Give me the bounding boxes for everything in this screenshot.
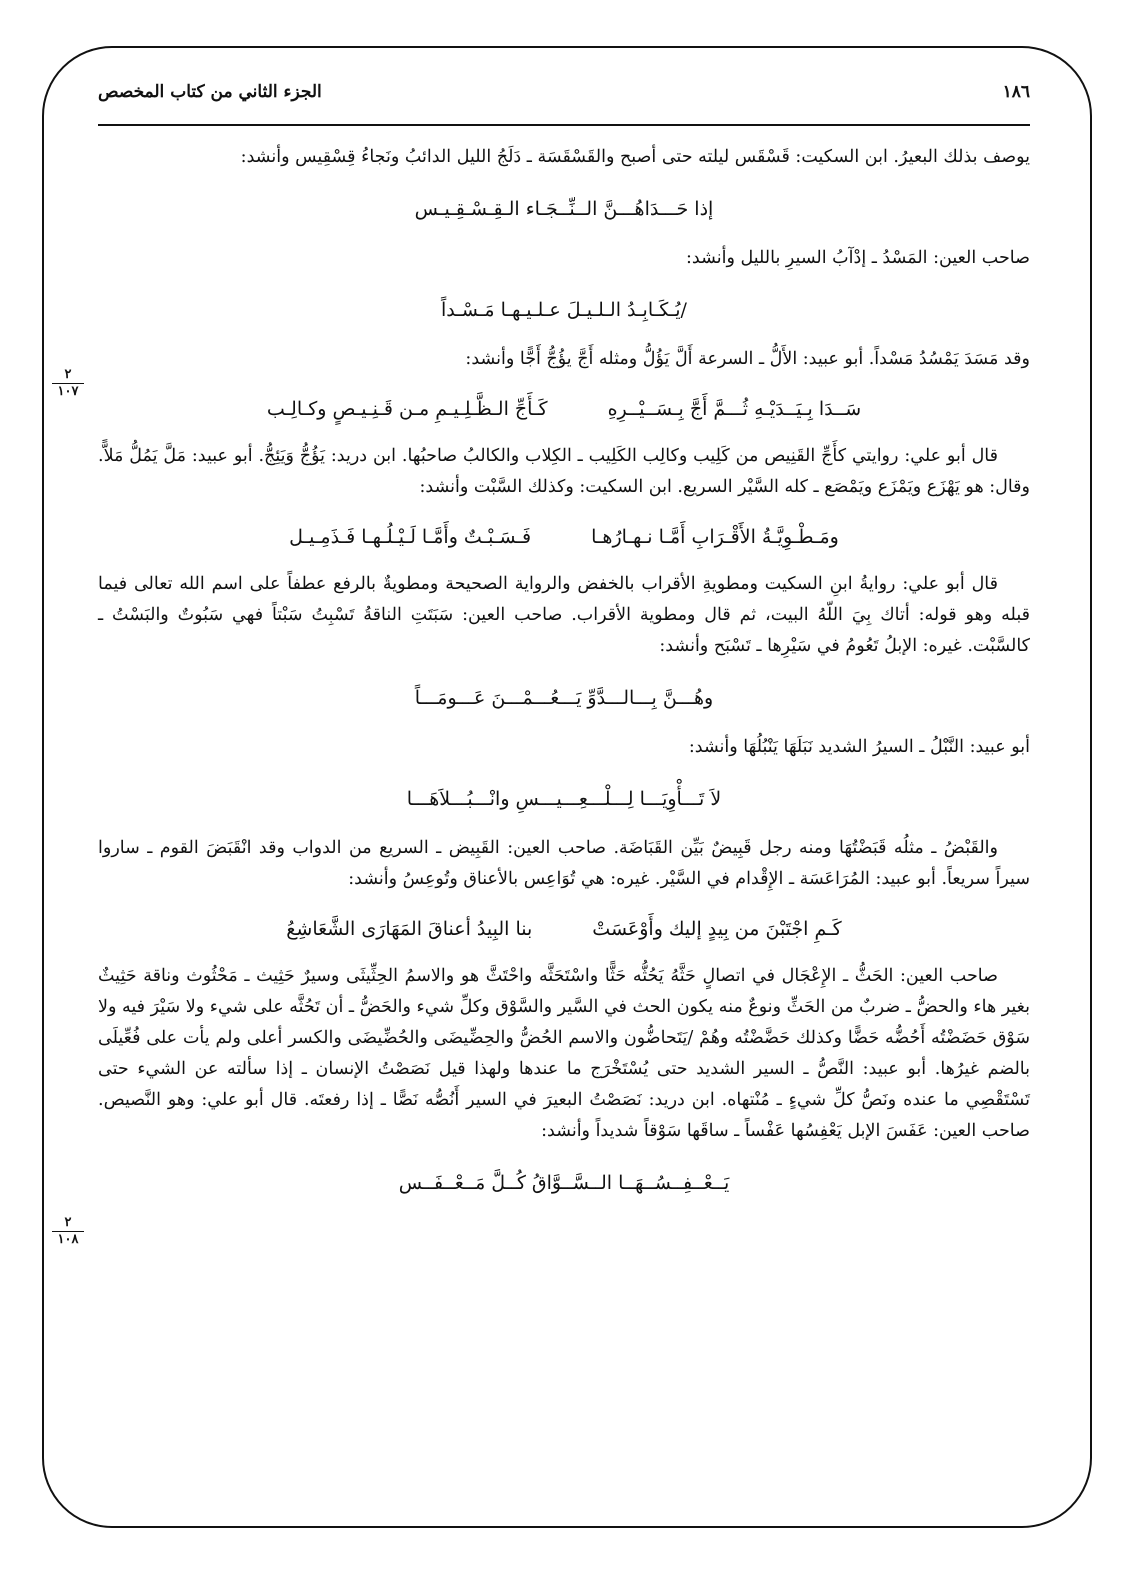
verse-line: إذا حَـــدَاهُـــنَّ الــنِّــجَـاء الـقِـسْـقِـيـس [414, 198, 714, 220]
page-header [98, 82, 1030, 118]
margin-ref-denominator: ١٠٨ [57, 1232, 79, 1247]
paragraph: أبو عبيد: النَّبْلُ ـ السيرُ الشديد نَبَلَهَا يَنْبُلُهَا وأنشد: [688, 737, 1030, 757]
verse-first-hemistich: ومَـطْـوِيَّـةُ الأَقْـرَابِ أَمَّـا نـهـارُهـا [591, 526, 839, 548]
paragraph: صاحب العين: المَسْدُ ـ إدْآبُ السيرِ بالليل وأنشد: [686, 248, 1030, 268]
margin-reference-1 [52, 368, 84, 399]
verse-couplet [98, 395, 1030, 423]
verse-first-hemistich: سَــدَا بِـيَــدَيْـهِ ثُـــمَّ أَجَّ بِـسَــيْــرِهِ [607, 398, 862, 420]
header-rule [98, 124, 1030, 126]
paragraph: وقد مَسَدَ يَمْسُدُ مَسْداً. أبو عبيد: الأَلُّ ـ السرعة أَلَّ يَؤُلُّ ومثله أَجَّ يؤُجُّ أَجًّا وأنشد: [465, 349, 1030, 369]
verse-line: /يُـكَـابِـدُ الـلـيـلَ عـلـيـهـا مَـسْـداً [441, 299, 687, 321]
paragraph: يوصف بذلك البعيرُ. ابن السكيت: قَسْقَس ليلته حتى أصبح والقَسْقَسَة ـ دَلَجُ الليل الدائبُ ونَجاءُ قِسْقِيس وأنشد: [240, 147, 1030, 167]
margin-ref-denominator: ١٠٧ [57, 384, 79, 399]
margin-ref-numerator: ٢ [52, 368, 84, 384]
verse-second-hemistich: بنا البِيدُ أعناقَ المَهَارَى الشَّعَاشِعُ [286, 918, 533, 940]
verse-couplet [98, 915, 1030, 943]
margin-reference-2 [52, 1216, 84, 1247]
running-title: الجزء الثاني من كتاب المخصص [98, 82, 322, 102]
verse-line: يَــعْــفِــسُــهَــا الــسَّــوَّاقُ كُــلَّ مَــعْــفَــس [398, 1172, 730, 1194]
verse-second-hemistich: فَـسَـبْـتٌ وأَمَّـا لَـيْـلُـهـا فَـذَمِـيـل [289, 526, 532, 548]
verse-second-hemistich: كَـأَجِّ الـظَّـلِـيـمِ مـن قَـنِـيـصٍ وكـالِـب [266, 398, 548, 420]
verse-line: وهُـــنَّ بِـــالـــدَّوِّ يَـــعُـــمْـــنَ عَـــومَـــاً [414, 687, 714, 709]
verse-couplet [98, 523, 1030, 551]
paragraph: قال أبو علي: روايةُ ابنِ السكيت ومطويةِ الأقراب بالخفض والرواية الصحيحة ومطويةٌ بالرفع عطفاً على اسم الله تعالى فيما قبله وهو قوله: أتاك بِيَ اللّهُ البيت، ثم قال ومطوية الأقراب. صاحب العين: سَبَتَتِ الناقةُ تَسْبِتُ سَبْتاً فهي سَبُوتٌ والبَسْتُ ـ كالسَّبْت. غيره: الإبلُ تَعُومُ في سَيْرِها ـ تَسْبَح وأنشد: [98, 574, 1030, 656]
paragraph: قال أبو علي: روايتي كأَجِّ القَنِيص من كَلِيب وكالِب الكَلِيب ـ الكِلاب والكالبُ صاحبُها. ابن دريد: يَؤُجُّ وَيَئِجُّ. أبو عبيد: مَلَّ يَمُلُّ مَلاًّ. وقال: هو يَهْزَع ويَمْزَع ويَمْصَع ـ كله السَّيْر السريع. ابن السكيت: وكذلك السَّبْت وأنشد: [98, 446, 1030, 497]
margin-ref-numerator: ٢ [52, 1216, 84, 1232]
verse-line: لاَ تَـــأْوِيَـــا لِـــلْـــعِـــيـــسِ وانْـــبُـــلاَهَـــا [406, 788, 722, 810]
page-number: ١٨٦ [1002, 82, 1030, 102]
page-body [98, 140, 1030, 1217]
verse-first-hemistich: كَـمِ اجْتَبْنَ من بِيدٍ إليك وأَوْعَسَتْ [592, 918, 842, 940]
paragraph: والقَبْضُ ـ مثلُه قَبَضْتُهَا ومنه رجل قَبِيضٌ بَيِّن القَبَاضَة. صاحب العين: القَبِيض ـ السريع من الدواب وقد انْقَبَضَ القوم ـ ساروا سيراً سريعاً. أبو عبيد: المُرَاعَسَة ـ الإِقْدام في السَّيْر. غيره: هي تُوَاعِس بالأعناق وتُوعِسُ وأنشد: [98, 838, 1030, 889]
paragraph: صاحب العين: الحَثُّ ـ الإِعْجَال في اتصالٍ حَثَّهُ يَحُثُّه حَثًّا واسْتَحَثَّه واحْتَثَّ هو والاسمُ الحِثِّيثَى وسيرٌ حَثِيث ـ مَحْثُوث وناقة حَثِيثٌ بغير هاء والحضُّ ـ ضربٌ من الحَثِّ ونوعٌ منه يكون الحث في السَّير والسَّوْق وكلِّ شيء والحَضُّ ـ أن تَحُثَّه على شيء ولا سَيْرَ فيه ولا سَوْق حَضَضْتُه أَحُضُّه حَضًّا وكذلك حَضَّضْتُه وهُمْ /يَتَحاضُّون والاسم الحُضُّ والحِضِّيضَى والحُضِّيضَى والكسر أعلى ولم يأت على فُعِّيلَى بالضم غيرُها. أبو عبيد: النَّصُّ ـ السير الشديد حتى يُسْتَخْرَج ما عندها ولهذا قيل نَصَصْتُ الإنسان ـ إذا سألته عن الشيء حتى تَسْتَقْصِي ما عنده ونَصُّ كلِّ شيءٍ ـ مُنْتهاه. ابن دريد: نَصَصْتُ البعيرَ في السير أَنُصُّه نَصًّا ـ إذا رفعتَه. قال أبو علي: وهو النَّصيص. صاحب العين: عَفَسَ الإبل يَعْفِسُها عَفْساً ـ ساقَها سَوْقاً شديداً وأنشد: [98, 966, 1030, 1141]
